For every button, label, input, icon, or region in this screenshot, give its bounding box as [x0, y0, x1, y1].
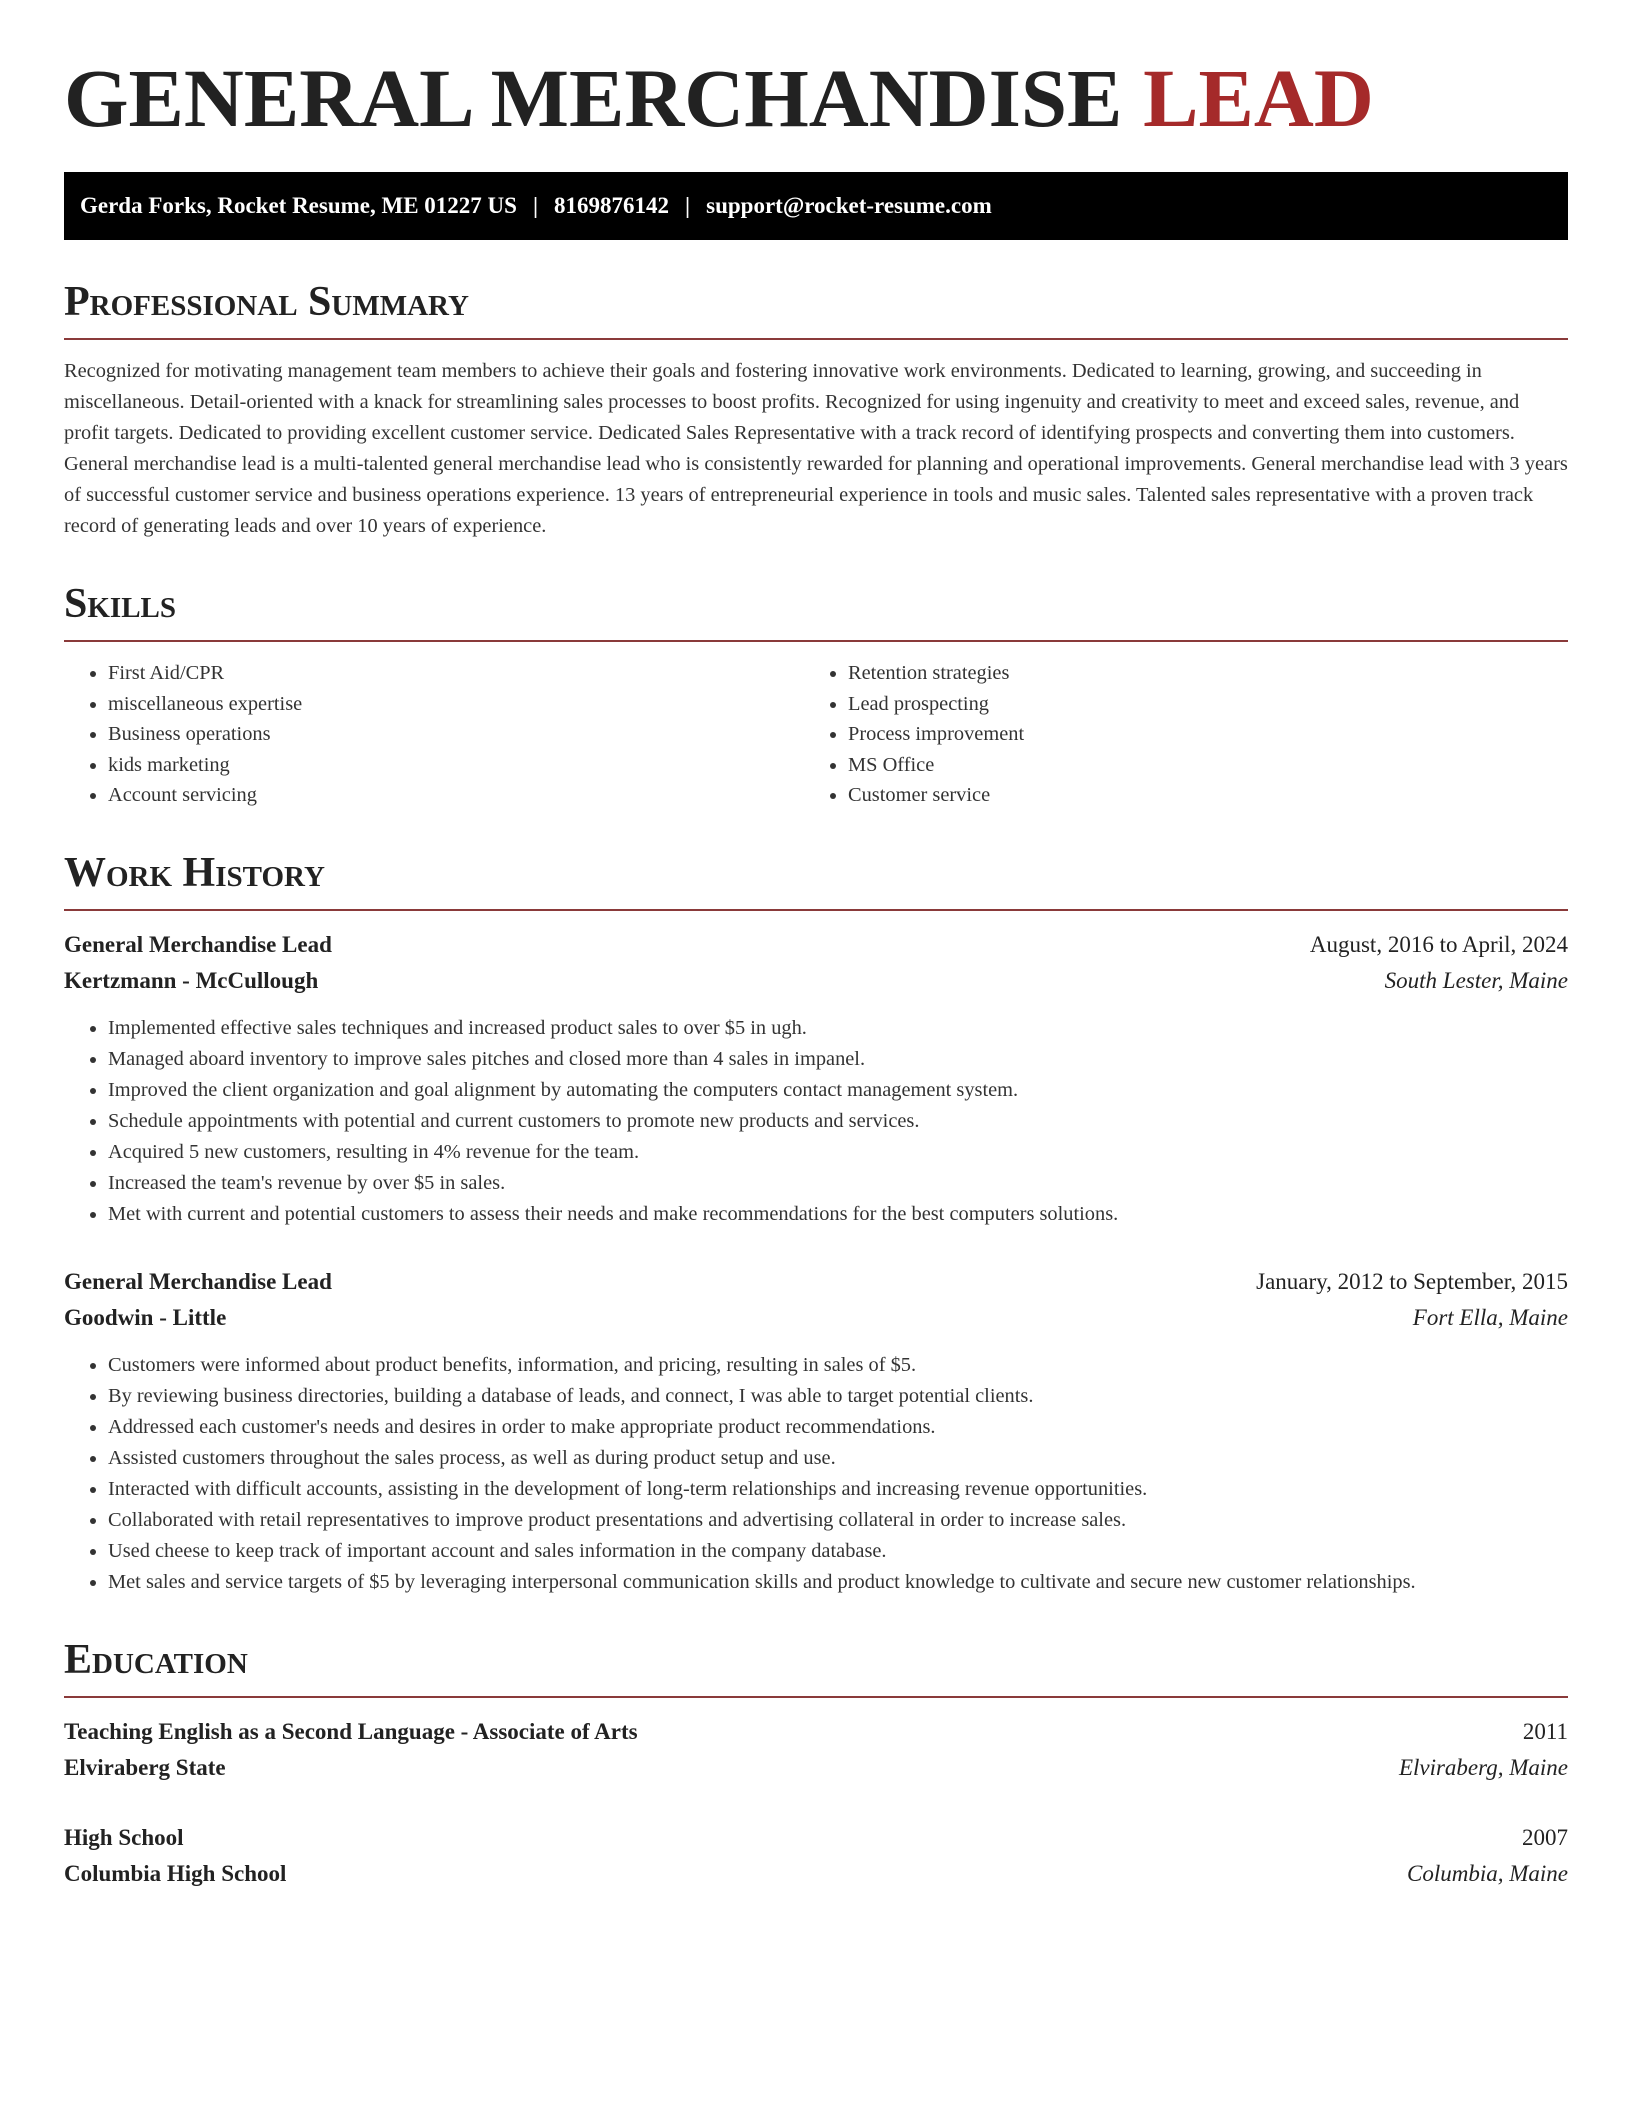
skills-column-right [804, 658, 1544, 811]
job-bullet: • By reviewing business directories, building a database of leads, and connect, I was able to target potential clients. [108, 1381, 1568, 1412]
education-degree: High School [64, 1824, 184, 1850]
education-location: Columbia, Maine [1407, 1860, 1568, 1886]
skill-item: • kids marketing [108, 750, 804, 781]
job-bullet: • Schedule appointments with potential and current customers to promote new products and services. [108, 1106, 1568, 1137]
job-dates: January, 2012 to September, 2015 [1256, 1268, 1568, 1294]
job-company: Goodwin - Little [64, 1304, 227, 1330]
education-degree: Teaching English as a Second Language - Associate of Arts [64, 1718, 638, 1744]
education-section [64, 1634, 1568, 1892]
resume-page [64, 0, 1568, 1892]
skill-item: • First Aid/CPR [108, 658, 804, 689]
skill-item: • Business operations [108, 719, 804, 750]
title-main: GENERAL MERCHANDISE [64, 52, 1123, 144]
section-heading: Professional Summary [64, 279, 469, 325]
job-dates: August, 2016 to April, 2024 [1309, 931, 1568, 957]
summary-text: Recognized for motivating management team members to achieve their goals and fostering innovative work environments. Dedicated to learning, growing, and succeeding in miscellaneous. Detail-oriented with a knack for streamlining sales processes to boost profits. Recognized for using ingenuity and creativity to meet and exceed sales, revenue, and profit targets. Dedicated to providing excellent customer service. Dedicated Sales Representative with a track record of identifying prospects and converting them into customers. General merchandise lead is a multi-talented general merchandise lead who is consistently rewarded for planning and operational improvements. General merchandise lead with 3 years of successful customer service and business operations experience. 13 years of entrepreneurial experience in tools and music sales. Talented sales representative with a proven track record of generating leads and over 10 years of experience. [64, 360, 1568, 537]
title-accent: LEAD [1143, 52, 1374, 144]
job-bullet: • Increased the team's revenue by over $5 in sales. [108, 1168, 1568, 1199]
education-year: 2011 [1522, 1718, 1568, 1744]
job-header-row [64, 927, 1568, 963]
education-school-row [64, 1856, 1568, 1892]
job-bullet: • Assisted customers throughout the sales process, as well as during product setup and use. [108, 1443, 1568, 1474]
job-bullet: • Acquired 5 new customers, resulting in 4% revenue for the team. [108, 1137, 1568, 1168]
skills-section [64, 578, 1568, 811]
skill-item: • Process improvement [848, 719, 1544, 750]
job-bullet: • Collaborated with retail representatives to improve product presentations and advertising collateral in order to increase sales. [108, 1505, 1568, 1536]
education-entry [64, 1820, 1568, 1892]
job-bullet: • Used cheese to keep track of important account and sales information in the company database. [108, 1536, 1568, 1567]
contact-email: support@rocket-resume.com [706, 193, 992, 218]
job-entry [64, 1264, 1568, 1598]
skill-item: • miscellaneous expertise [108, 689, 804, 720]
job-company-row [64, 1300, 1568, 1336]
resume-title [64, 0, 1568, 144]
education-header-row [64, 1714, 1568, 1750]
education-school-row [64, 1750, 1568, 1786]
education-school: Columbia High School [64, 1860, 287, 1886]
job-title: General Merchandise Lead [64, 1268, 332, 1294]
contact-bar [64, 172, 1568, 240]
section-heading: Work History [64, 849, 325, 896]
education-location: Elviraberg, Maine [1398, 1754, 1568, 1780]
skills-list [64, 658, 1568, 811]
education-header-row [64, 1820, 1568, 1856]
job-location: Fort Ella, Maine [1412, 1304, 1568, 1330]
skill-item: • Account servicing [108, 780, 804, 811]
job-bullet: • Customers were informed about product benefits, information, and pricing, resulting in sales of $5. [108, 1350, 1568, 1381]
skill-item: • Retention strategies [848, 658, 1544, 689]
job-bullet: • Interacted with difficult accounts, assisting in the development of long-term relationships and increasing revenue opportunities. [108, 1474, 1568, 1505]
contact-separator: | [532, 193, 539, 218]
contact-phone: 8169876142 [554, 193, 670, 218]
skill-item: • MS Office [848, 750, 1544, 781]
job-location: South Lester, Maine [1384, 967, 1568, 993]
section-divider [64, 909, 1568, 911]
section-divider [64, 338, 1568, 340]
job-bullet: • Met with current and potential customers to assess their needs and make recommendations for the best computers solutions. [108, 1199, 1568, 1230]
education-school: Elviraberg State [64, 1754, 226, 1780]
section-divider [64, 640, 1568, 642]
section-heading: Skills [64, 581, 177, 627]
skill-item: • Customer service [848, 780, 1544, 811]
job-bullet: • Managed aboard inventory to improve sales pitches and closed more than 4 sales in impanel. [108, 1044, 1568, 1075]
job-header-row [64, 1264, 1568, 1300]
work-history-section [64, 847, 1568, 1598]
job-entry [64, 927, 1568, 1230]
section-heading: Education [64, 1636, 248, 1683]
job-company-row [64, 963, 1568, 999]
education-year: 2007 [1522, 1824, 1568, 1850]
job-bullet: • Met sales and service targets of $5 by leveraging interpersonal communication skills and product knowledge to cultivate and secure new customer relationships. [108, 1567, 1568, 1598]
education-entry [64, 1714, 1568, 1786]
summary-section [64, 276, 1568, 542]
job-bullets [64, 1350, 1568, 1598]
job-company: Kertzmann - McCullough [64, 967, 319, 993]
skills-column-left [64, 658, 804, 811]
job-bullet: • Addressed each customer's needs and desires in order to make appropriate product recommendations. [108, 1412, 1568, 1443]
job-bullet: • Implemented effective sales techniques and increased product sales to over $5 in ugh. [108, 1013, 1568, 1044]
job-title: General Merchandise Lead [64, 931, 332, 957]
job-bullets [64, 1013, 1568, 1230]
skill-item: • Lead prospecting [848, 689, 1544, 720]
job-bullet: • Improved the client organization and goal alignment by automating the computers contact management system. [108, 1075, 1568, 1106]
contact-separator: | [685, 193, 691, 218]
contact-address: Gerda Forks, Rocket Resume, ME 01227 US [80, 193, 517, 218]
section-divider [64, 1696, 1568, 1698]
